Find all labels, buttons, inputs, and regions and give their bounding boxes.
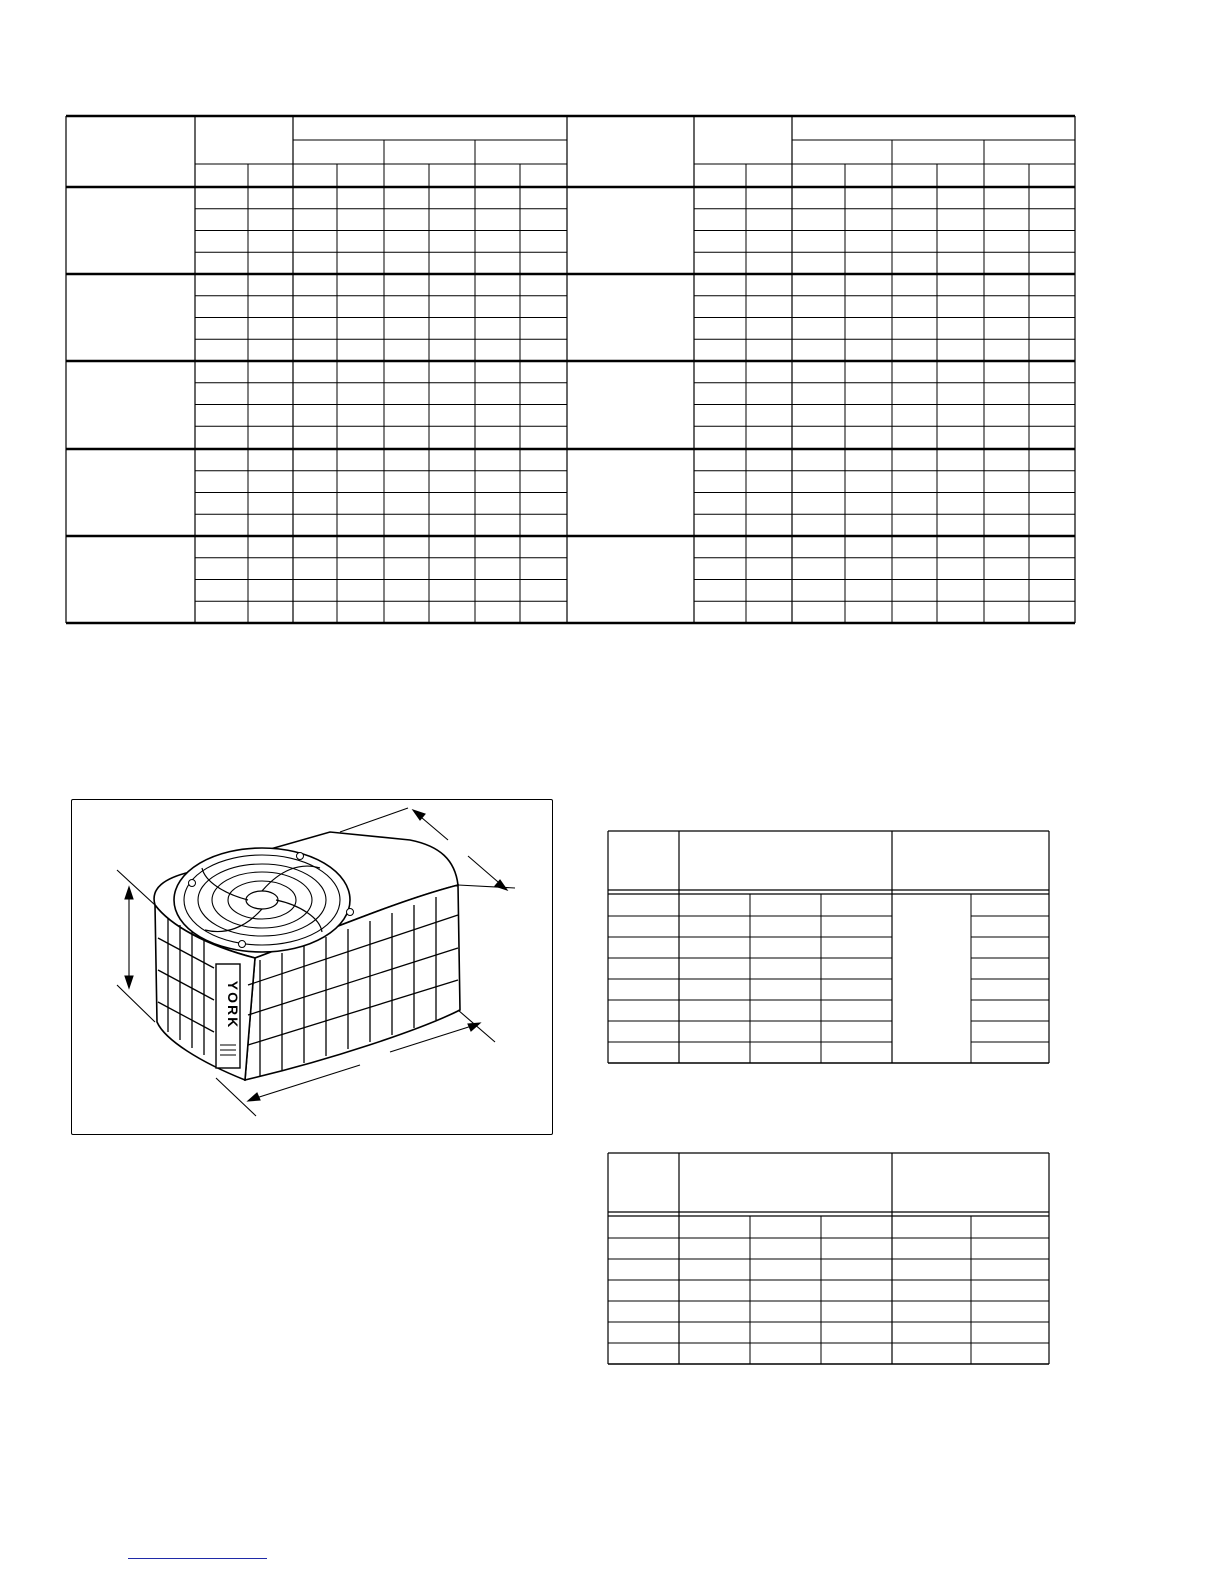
brand-logo-text: YORK <box>225 980 241 1030</box>
footer-link-rule <box>128 1558 267 1559</box>
